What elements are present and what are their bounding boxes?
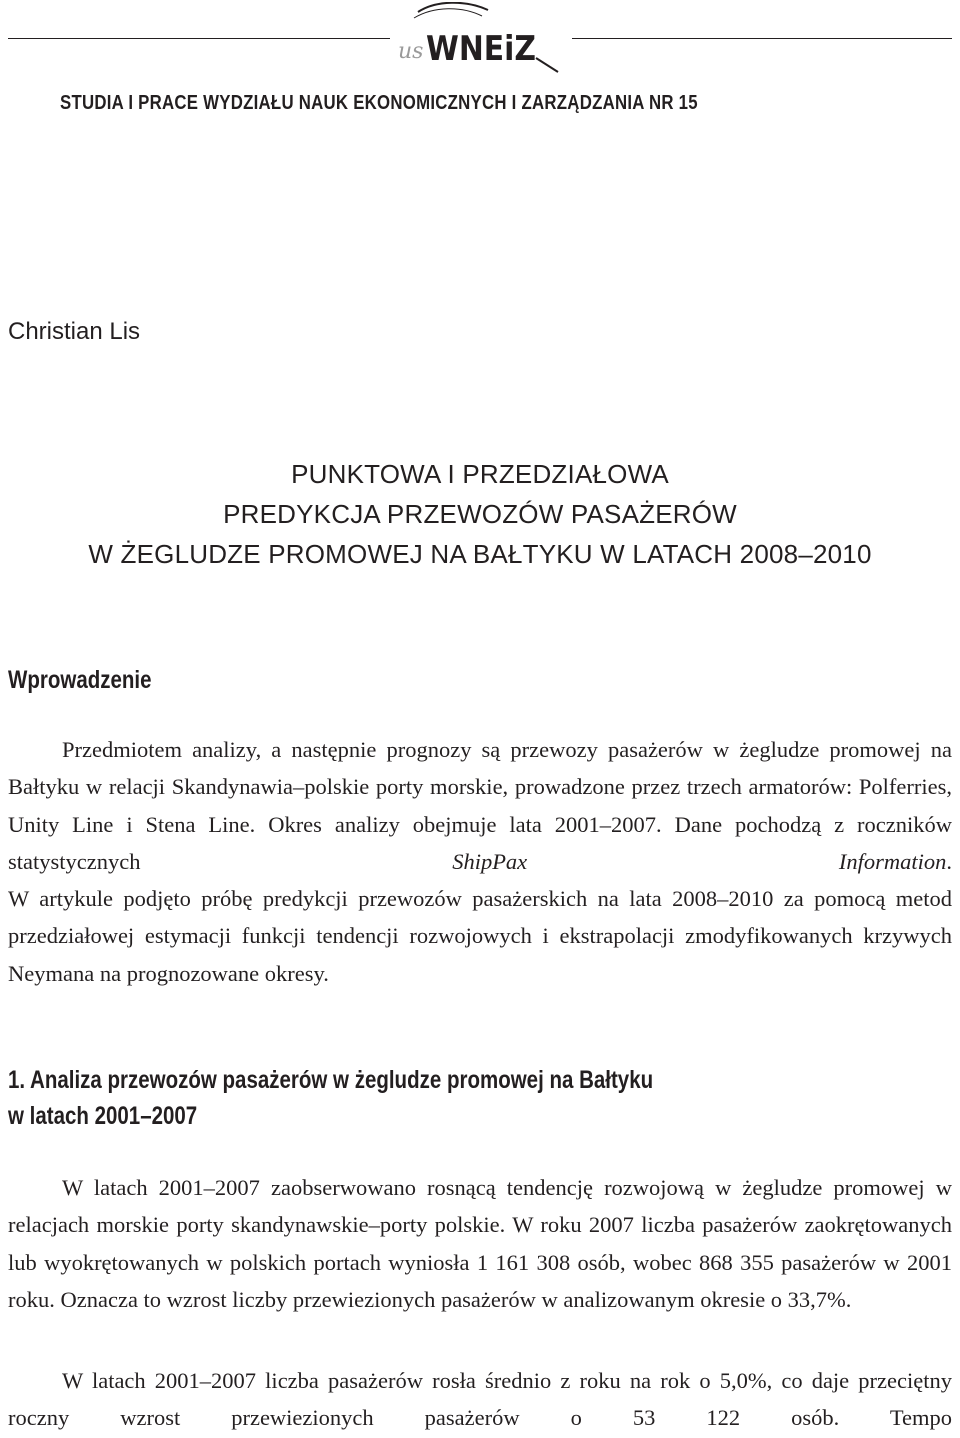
header-rule-left [8, 38, 390, 39]
intro-paragraph-1 [8, 731, 952, 880]
logo-text: WNEiZ [426, 29, 536, 69]
section-1-p2-text: W latach 2001–2007 liczba pasażerów rosła średnio z roku na rok o 5,0%, co daje przeciętny roczny wzrost przewiezionych pasażerów o 53 122 osób. Tempo [8, 1368, 952, 1431]
section-1-paragraph-1 [8, 1169, 952, 1318]
title-line-2: PREDYKCJA PRZEWOZÓW PASAŻERÓW [223, 499, 737, 529]
faculty-logo [396, 2, 566, 74]
section-1-paragraph-2 [8, 1362, 952, 1437]
header-rule-right [572, 38, 952, 39]
intro-paragraph-2 [8, 880, 952, 992]
section-1-heading-line-2: w latach 2001–2007 [8, 1102, 198, 1130]
intro-p2-text: W artykule podjęto próbę predykcji przewozów pasażerskich na lata 2008–2010 za pomocą metod przedziałowej estymacji funkcji tendencji rozwojowych i ekstrapolacji zmodyfikowanych krzywych Neymana na prognozowane okresy. [8, 886, 952, 986]
intro-heading: Wprowadzenie [8, 666, 152, 694]
section-1-p1-text: W latach 2001–2007 zaobserwowano rosnącą tendencję rozwojową w żegludze promowej w relacjach morskie porty skandynawskie–porty polskie. W roku 2007 liczba pasażerów zaokrętowanych lub wyokrętowanych w polskich portach wyniosła 1 161 308 osób, wobec 868 355 pasażerów w 2001 roku. Oznacza to wzrost liczby przewiezionych pasażerów w analizowanym okresie o 33,7%. [8, 1175, 952, 1312]
title-line-3: W ŻEGLUDZE PROMOWEJ NA BAŁTYKU W LATACH 2008–2010 [88, 539, 872, 569]
intro-p1-text: Przedmiotem analizy, a następnie prognozy są przewozy pasażerów w żegludze promowej na Bałtyku w relacji Skandynawia–polskie porty morskie, prowadzone przez trzech armatorów: Polferries, Unity Line i Stena Line. Okres analizy obejmuje lata 2001–2007. Dane pochodzą z roczników statystycznych [8, 737, 952, 874]
intro-p1-source: ShipPax Information [452, 848, 947, 874]
article-title [0, 454, 960, 574]
section-1-heading-line-1: 1. Analiza przewozów pasażerów w żegludze promowej na Bałtyku [8, 1066, 654, 1094]
intro-p1-end: . [946, 848, 953, 874]
author-name: Christian Lis [8, 318, 141, 345]
journal-series-title: STUDIA I PRACE WYDZIAŁU NAUK EKONOMICZNYCH I ZARZĄDZANIA NR 15 [60, 92, 698, 114]
title-line-1: PUNKTOWA I PRZEDZIAŁOWA [291, 459, 669, 489]
logo-prefix: us [398, 39, 424, 64]
